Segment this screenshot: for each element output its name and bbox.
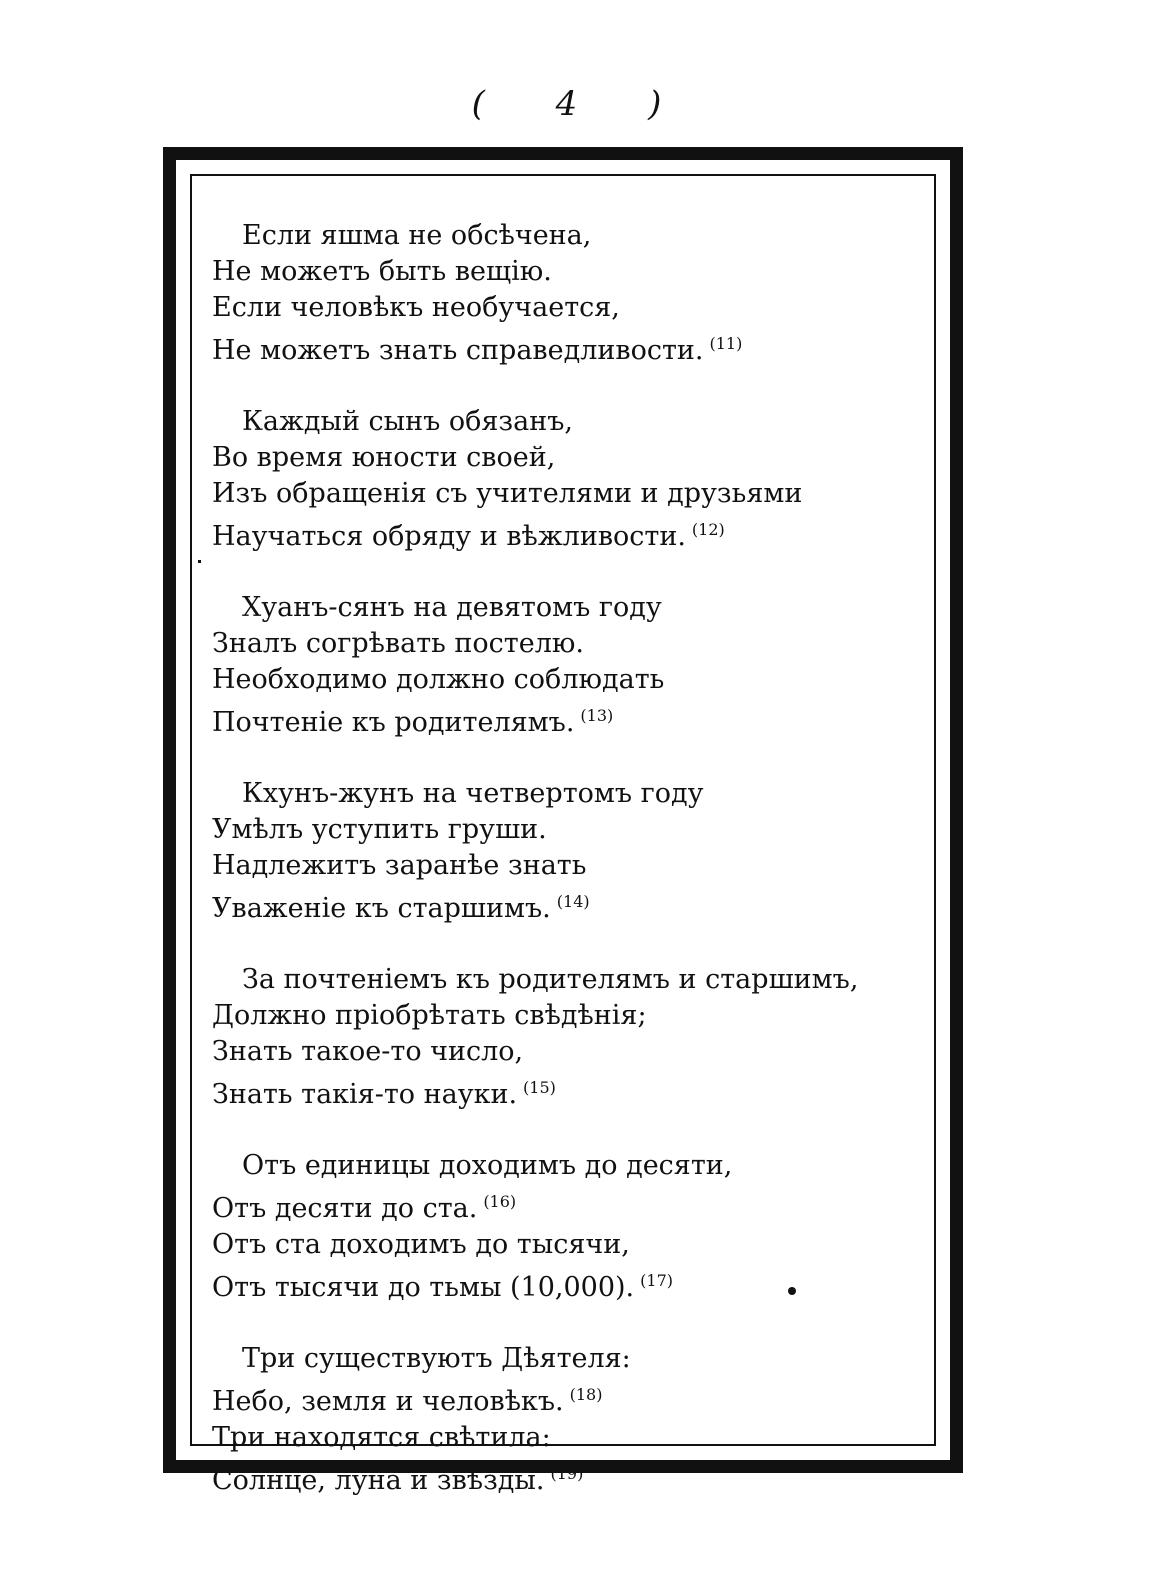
poem-line: Отъ десяти до ста. $^{(16)}$	[212, 1192, 517, 1224]
poem-line: Знать такое-то число,	[212, 1036, 524, 1067]
poem-line: Кхунъ-жунъ на четвертомъ году	[242, 778, 704, 809]
stanza-7	[212, 1341, 932, 1499]
poem-line: Умѣлъ уступить груши.	[212, 814, 547, 845]
footnote-ref: (15)	[523, 1078, 556, 1097]
stanza-2	[212, 404, 932, 555]
poem-line: Три находятся свѣтила:	[212, 1422, 551, 1453]
poem-line: Почтеніе къ родителямъ. $^{(13)}$	[212, 706, 614, 738]
poem-line: Отъ единицы доходимъ до десяти,	[242, 1150, 733, 1181]
poem-line: Не можетъ быть вещію.	[212, 256, 552, 287]
poem-line: Отъ тысячи до тьмы (10,000). $^{(17)}$	[212, 1271, 673, 1303]
poem-line: Надлежитъ заранѣе знать	[212, 850, 587, 881]
poem-line: За почтеніемъ къ родителямъ и старшимъ,	[242, 964, 859, 995]
poem-line: Необходимо должно соблюдать	[212, 664, 665, 695]
footnote-ref: (14)	[556, 892, 590, 911]
footnote-ref: (18)	[569, 1385, 603, 1404]
poem-line: Зналъ согрѣвать постелю.	[212, 628, 584, 659]
footnote-ref: (11)	[709, 334, 743, 353]
poem-line: Отъ ста доходимъ до тысячи,	[212, 1229, 630, 1260]
poem	[212, 218, 932, 1534]
poem-line: Небо, земля и человѣкъ. $^{(18)}$	[212, 1385, 603, 1417]
poem-line: Научаться обряду и вѣжливости. $^{(12)}$	[212, 520, 725, 552]
stanza-4	[212, 776, 932, 927]
poem-line: Если яшма не обсѣчена,	[242, 220, 592, 251]
poem-line: Не можетъ знать справедливости. $^{(11)}$	[212, 334, 743, 366]
poem-line: Хуанъ-сянъ на девятомъ году	[242, 592, 662, 623]
footnote-ref: (12)	[691, 520, 725, 539]
poem-line: Изъ обращенія съ учителями и друзьями	[212, 478, 803, 509]
poem-line: Три существуютъ Дѣятеля:	[242, 1343, 631, 1374]
stanza-3	[212, 590, 932, 741]
poem-line: Во время юности своей,	[212, 442, 556, 473]
stanza-1	[212, 218, 932, 369]
poem-line: Каждый сынъ обязанъ,	[242, 406, 574, 437]
poem-line: Солнце, луна и звѣзды. $^{(19)}$	[212, 1464, 584, 1496]
footnote-ref: (16)	[483, 1192, 517, 1211]
footnote-ref: (19)	[550, 1464, 584, 1483]
footnote-ref: (13)	[580, 706, 614, 725]
footnote-ref: (17)	[640, 1271, 673, 1290]
poem-line: Должно пріобрѣтать свѣдѣнія;	[212, 1000, 647, 1031]
print-speck	[198, 560, 201, 563]
page-number: ( 4 )	[471, 84, 692, 124]
stanza-6	[212, 1148, 932, 1306]
poem-line: Если человѣкъ необучается,	[212, 292, 620, 323]
stanza-5	[212, 962, 932, 1113]
poem-line: Знать такія-то науки. $^{(15)}$	[212, 1078, 556, 1110]
poem-line: Уваженіе къ старшимъ. $^{(14)}$	[212, 892, 590, 924]
